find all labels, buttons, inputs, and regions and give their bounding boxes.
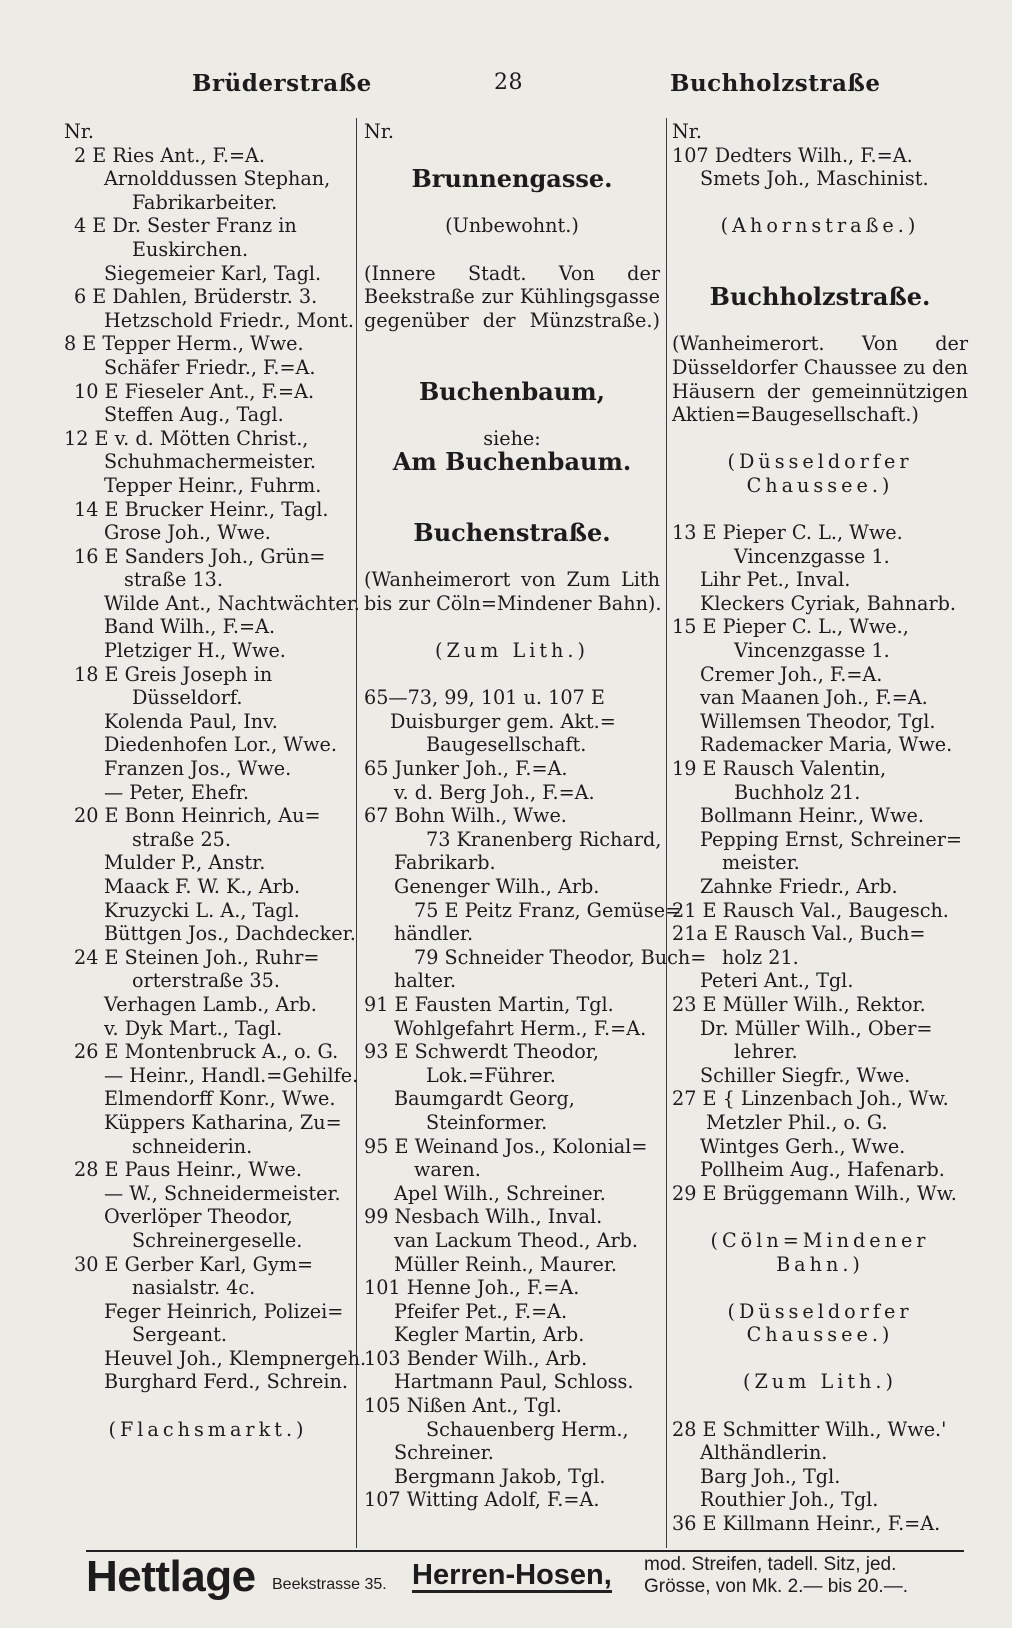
- directory-entry: Kleckers Cyriak, Bahnarb.: [700, 591, 957, 615]
- directory-entry: 107 Witting Adolf, F.=A.: [364, 1488, 600, 1512]
- directory-entry: Pfeifer Pet., F.=A.: [394, 1299, 568, 1323]
- directory-entry: Beekstraße zur Kühlingsgasse: [364, 285, 660, 309]
- directory-entry: Buchholz 21.: [734, 780, 861, 804]
- directory-entry: Pepping Ernst, Schreiner=: [700, 827, 963, 851]
- directory-entry: (Zum Lith.): [742, 1370, 897, 1394]
- blank-line: [672, 191, 968, 215]
- directory-entry: Feger Heinrich, Polizei=: [104, 1299, 344, 1323]
- directory-entry: Overlöper Theodor,: [104, 1205, 293, 1229]
- section-heading: Am Buchenbaum.: [392, 447, 632, 477]
- directory-entry: siehe:: [483, 426, 541, 450]
- directory-entry: Diedenhofen Lor., Wwe.: [104, 733, 337, 757]
- directory-entry: orterstraße 35.: [132, 969, 280, 993]
- blank-line: [64, 1394, 352, 1418]
- directory-entry: Düsseldorf.: [132, 686, 243, 710]
- directory-entry: Barg Joh., Tgl.: [700, 1464, 841, 1488]
- directory-entry: Willemsen Theodor, Tgl.: [700, 709, 936, 733]
- section-heading: Buchenstraße.: [413, 518, 611, 548]
- directory-entry: 14 E Brucker Heinr., Tagl.: [74, 497, 329, 521]
- directory-entry: Müller Reinh., Maurer.: [394, 1252, 617, 1276]
- directory-entry: Büttgen Jos., Dachdecker.: [104, 922, 356, 946]
- directory-entry: 24 E Steinen Joh., Ruhr=: [74, 945, 320, 969]
- directory-entry: 4 E Dr. Sester Franz in: [74, 214, 297, 238]
- directory-entry: (Innere Stadt. Von der: [364, 261, 660, 285]
- directory-entry: v. d. Berg Joh., F.=A.: [394, 780, 595, 804]
- directory-entry: Metzler Phil., o. G.: [706, 1110, 888, 1134]
- directory-entry: Duisburger gem. Akt.=: [390, 709, 616, 733]
- directory-entry: Schauenberg Herm.,: [426, 1417, 629, 1441]
- directory-entry: meister.: [722, 851, 800, 875]
- blank-line: [672, 1347, 968, 1371]
- directory-entry: 79 Schneider Theodor, Buch=: [414, 945, 707, 969]
- directory-entry: Küppers Katharina, Zu=: [104, 1110, 342, 1134]
- directory-entry: Bollmann Heinr., Wwe.: [700, 804, 924, 828]
- directory-entry: Vincenzgasse 1.: [734, 544, 890, 568]
- directory-entry: Heuvel Joh., Klempnergeh.: [104, 1346, 367, 1370]
- blank-line: [672, 498, 968, 522]
- directory-entry: Wintges Gerh., Wwe.: [700, 1134, 906, 1158]
- directory-entry: (Ahornstraße.): [720, 214, 920, 238]
- directory-entry: Cremer Joh., F.=A.: [700, 662, 883, 686]
- directory-entry: straße 13.: [124, 568, 223, 592]
- running-head-left: Brüderstraße: [192, 70, 372, 97]
- directory-entry: (Düsseldorfer: [727, 1299, 913, 1323]
- directory-entry: (Cöln=Mindener: [710, 1228, 930, 1252]
- directory-entry: Häusern der gemeinnützigen: [672, 379, 968, 403]
- running-head-right: Buchholzstraße: [670, 70, 881, 97]
- directory-entry: 21 E Rausch Val., Baugesch.: [672, 898, 949, 922]
- directory-entry: Fabrikarbeiter.: [132, 190, 278, 214]
- directory-entry: 30 E Gerber Karl, Gym=: [74, 1252, 314, 1276]
- directory-entry: Wohlgefahrt Herm., F.=A.: [394, 1016, 647, 1040]
- directory-entry: Lok.=Führer.: [426, 1063, 556, 1087]
- page-number: 28: [494, 70, 523, 95]
- directory-entry: 6 E Dahlen, Brüderstr. 3.: [74, 285, 318, 309]
- blank-line: [364, 332, 660, 356]
- directory-entry: Chaussee.): [746, 473, 894, 497]
- directory-entry: 13 E Pieper C. L., Wwe.: [672, 521, 903, 545]
- directory-entry: 36 E Killmann Heinr., F.=A.: [672, 1512, 941, 1536]
- directory-entry: Kolenda Paul, Inv.: [104, 709, 278, 733]
- ad-product: Herren-Hosen,: [412, 1559, 612, 1591]
- directory-entry: 19 E Rausch Valentin,: [672, 757, 887, 781]
- column-divider: [666, 118, 667, 1548]
- directory-entry: Baumgardt Georg,: [394, 1087, 575, 1111]
- directory-entry: 65 Junker Joh., F.=A.: [364, 757, 568, 781]
- blank-line: [364, 474, 660, 498]
- ad-brand: Hettlage: [86, 1552, 256, 1601]
- ad-address: Beekstrasse 35.: [272, 1576, 387, 1593]
- directory-entry: 21a E Rausch Val., Buch=: [672, 922, 926, 946]
- directory-entry: (Flachsmarkt.): [108, 1417, 308, 1441]
- directory-entry: 29 E Brüggemann Wilh., Ww.: [672, 1181, 957, 1205]
- directory-entry: Nr.: [364, 120, 394, 143]
- blank-line: [672, 238, 968, 262]
- directory-entry: 18 E Greis Joseph in: [74, 662, 273, 686]
- blank-line: [672, 309, 968, 333]
- directory-entry: lehrer.: [734, 1040, 798, 1064]
- directory-entry: 8 E Tepper Herm., Wwe.: [64, 332, 304, 356]
- directory-entry: Routhier Joh., Tgl.: [700, 1488, 879, 1512]
- directory-entry: 10 E Fieseler Ant., F.=A.: [74, 379, 315, 403]
- directory-entry: Bergmann Jakob, Tgl.: [394, 1464, 606, 1488]
- directory-entry: Grose Joh., Wwe.: [104, 521, 271, 545]
- directory-entry: Aktien=Baugesellschaft.): [672, 403, 919, 427]
- directory-entry: halter.: [394, 969, 457, 993]
- directory-entry: v. Dyk Mart., Tagl.: [104, 1016, 283, 1040]
- ad-desc-line-1: mod. Streifen, tadell. Sitz, jed.: [644, 1554, 897, 1575]
- directory-entry: Genenger Wilh., Arb.: [394, 875, 600, 898]
- directory-entry: Schäfer Friedr., F.=A.: [104, 355, 316, 379]
- directory-entry: van Lackum Theod., Arb.: [394, 1228, 638, 1252]
- directory-entry: 99 Nesbach Wilh., Inval.: [364, 1205, 603, 1229]
- directory-entry: 65—73, 99, 101 u. 107 E: [364, 686, 605, 710]
- blank-line: [364, 545, 660, 569]
- section-heading: Buchenbaum,: [418, 376, 606, 406]
- directory-entry: Schiller Siegfr., Wwe.: [700, 1063, 911, 1087]
- directory-entry: schneiderin.: [132, 1134, 253, 1158]
- column-divider: [356, 118, 357, 1548]
- directory-entry: Steinformer.: [426, 1110, 548, 1134]
- directory-entry: (Unbewohnt.): [445, 214, 579, 238]
- directory-entry: (Wanheimerort. Von der: [672, 332, 968, 356]
- directory-entry: gegenüber der Münzstraße.): [364, 308, 660, 332]
- directory-entry: — W., Schneidermeister.: [104, 1181, 341, 1205]
- directory-entry: 67 Bohn Wilh., Wwe.: [364, 804, 567, 828]
- ad-desc-line-2: Grösse, von Mk. 2.— bis 20.—.: [644, 1576, 908, 1597]
- directory-entry: 28 E Paus Heinr., Wwe.: [74, 1158, 302, 1182]
- directory-entry: Rademacker Maria, Wwe.: [700, 733, 953, 757]
- directory-entry: 27 E { Linzenbach Joh., Ww.: [672, 1087, 949, 1111]
- directory-entry: 95 E Weinand Jos., Kolonial=: [364, 1134, 648, 1158]
- directory-entry: 103 Bender Wilh., Arb.: [364, 1346, 588, 1370]
- directory-entry: Nr.: [672, 120, 702, 143]
- directory-entry: 105 Nißen Ant., Tgl.: [364, 1394, 562, 1418]
- directory-entry: 2 E Ries Ant., F.=A.: [74, 143, 265, 167]
- directory-entry: Kegler Martin, Arb.: [394, 1323, 585, 1347]
- directory-entry: — Heinr., Handl.=Gehilfe.: [104, 1063, 359, 1087]
- directory-entry: Peteri Ant., Tgl.: [700, 969, 854, 993]
- directory-entry: Maack F. W. K., Arb.: [104, 875, 301, 898]
- directory-entry: (Zum Lith.): [434, 639, 589, 663]
- directory-entry: Pollheim Aug., Hafenarb.: [700, 1158, 945, 1182]
- directory-entry: 91 E Fausten Martin, Tgl.: [364, 992, 614, 1016]
- directory-entry: Verhagen Lamb., Arb.: [104, 992, 317, 1016]
- directory-entry: 26 E Montenbruck A., o. G.: [74, 1040, 339, 1064]
- directory-entry: 73 Kranenberg Richard,: [426, 827, 662, 851]
- blank-line: [364, 403, 660, 427]
- directory-entry: Hartmann Paul, Schloss.: [394, 1370, 634, 1394]
- directory-entry: Dr. Müller Wilh., Ober=: [700, 1016, 933, 1040]
- column-middle: [364, 120, 707, 1512]
- directory-entry: Düsseldorfer Chaussee zu den: [672, 355, 968, 379]
- directory-entry: Schreiner.: [394, 1441, 494, 1465]
- directory-entry: Siegemeier Karl, Tagl.: [104, 261, 322, 285]
- directory-entry: Althändlerin.: [700, 1441, 828, 1465]
- directory-entry: Schuhmachermeister.: [104, 450, 316, 474]
- directory-entry: Euskirchen.: [132, 237, 249, 261]
- directory-entry: Hetzschold Friedr., Mont.: [104, 308, 354, 332]
- section-heading: Buchholzstraße.: [709, 282, 931, 312]
- ad-description: [644, 1554, 908, 1598]
- directory-entry: Franzen Jos., Wwe.: [104, 757, 292, 781]
- directory-entry: 23 E Müller Wilh., Rektor.: [672, 992, 926, 1016]
- directory-entry: Bahn.): [776, 1252, 864, 1276]
- directory-entry: straße 25.: [132, 827, 231, 851]
- directory-entry: Sergeant.: [132, 1323, 227, 1347]
- directory-entry: nasialstr. 4c.: [132, 1276, 256, 1300]
- directory-entry: Lihr Pet., Inval.: [700, 568, 851, 592]
- directory-entry: Mulder P., Anstr.: [104, 851, 266, 875]
- directory-entry: 20 E Bonn Heinrich, Au=: [74, 804, 321, 828]
- directory-entry: Elmendorff Konr., Wwe.: [104, 1087, 336, 1111]
- directory-entry: Pletziger H., Wwe.: [104, 639, 286, 663]
- directory-entry: (Düsseldorfer: [727, 450, 913, 474]
- directory-entry: Smets Joh., Maschinist.: [700, 167, 929, 191]
- directory-entry: Arnolddussen Stephan,: [104, 167, 331, 191]
- directory-entry: Chaussee.): [746, 1323, 894, 1347]
- directory-entry: Apel Wilh., Schreiner.: [394, 1181, 606, 1205]
- blank-line: [364, 191, 660, 215]
- section-heading: Brunnengasse.: [411, 164, 613, 194]
- directory-entry: Tepper Heinr., Fuhrm.: [104, 473, 322, 497]
- directory-entry: bis zur Cöln=Mindener Bahn).: [364, 591, 662, 615]
- directory-entry: Burghard Ferd., Schrein.: [104, 1370, 349, 1394]
- blank-line: [364, 615, 660, 639]
- directory-entry: 28 E Schmitter Wilh., Wwe.': [672, 1417, 947, 1441]
- directory-entry: Fabrikarb.: [394, 851, 496, 875]
- column-left: [64, 120, 367, 1441]
- directory-entry: 16 E Sanders Joh., Grün=: [74, 544, 326, 568]
- directory-entry: Wilde Ant., Nachtwächter.: [104, 591, 360, 615]
- blank-line: [364, 238, 660, 262]
- blank-line: [364, 663, 660, 687]
- directory-entry: händler.: [394, 922, 474, 946]
- directory-entry: Zahnke Friedr., Arb.: [700, 875, 898, 898]
- directory-entry: waren.: [414, 1158, 481, 1182]
- directory-entry: holz 21.: [722, 945, 799, 969]
- directory-entry: 75 E Peitz Franz, Gemüse=: [414, 898, 682, 922]
- directory-entry: 12 E v. d. Mötten Christ.,: [64, 426, 309, 450]
- directory-entry: van Maanen Joh., F.=A.: [700, 686, 928, 710]
- directory-entry: Steffen Aug., Tagl.: [104, 403, 284, 427]
- directory-entry: Baugesellschaft.: [426, 733, 587, 757]
- blank-line: [672, 1276, 968, 1300]
- directory-entry: Band Wilh., F.=A.: [104, 615, 276, 639]
- directory-entry: — Peter, Ehefr.: [104, 780, 249, 804]
- directory-entry: Kruzycki L. A., Tagl.: [104, 898, 300, 922]
- directory-entry: 107 Dedters Wilh., F.=A.: [672, 143, 913, 167]
- directory-entry: 93 E Schwerdt Theodor,: [364, 1040, 599, 1064]
- blank-line: [672, 1394, 968, 1418]
- blank-line: [364, 356, 660, 380]
- directory-entry: 15 E Pieper C. L., Wwe.,: [672, 615, 909, 639]
- directory-entry: (Wanheimerort von Zum Lith: [364, 568, 660, 592]
- blank-line: [672, 1205, 968, 1229]
- directory-entry: Nr.: [64, 120, 94, 143]
- column-right: [672, 120, 968, 1536]
- advertisement: [86, 1550, 966, 1610]
- directory-entry: Vincenzgasse 1.: [734, 639, 890, 663]
- directory-entry: Schreinergeselle.: [132, 1228, 303, 1252]
- directory-entry: 101 Henne Joh., F.=A.: [364, 1276, 580, 1300]
- blank-line: [672, 427, 968, 451]
